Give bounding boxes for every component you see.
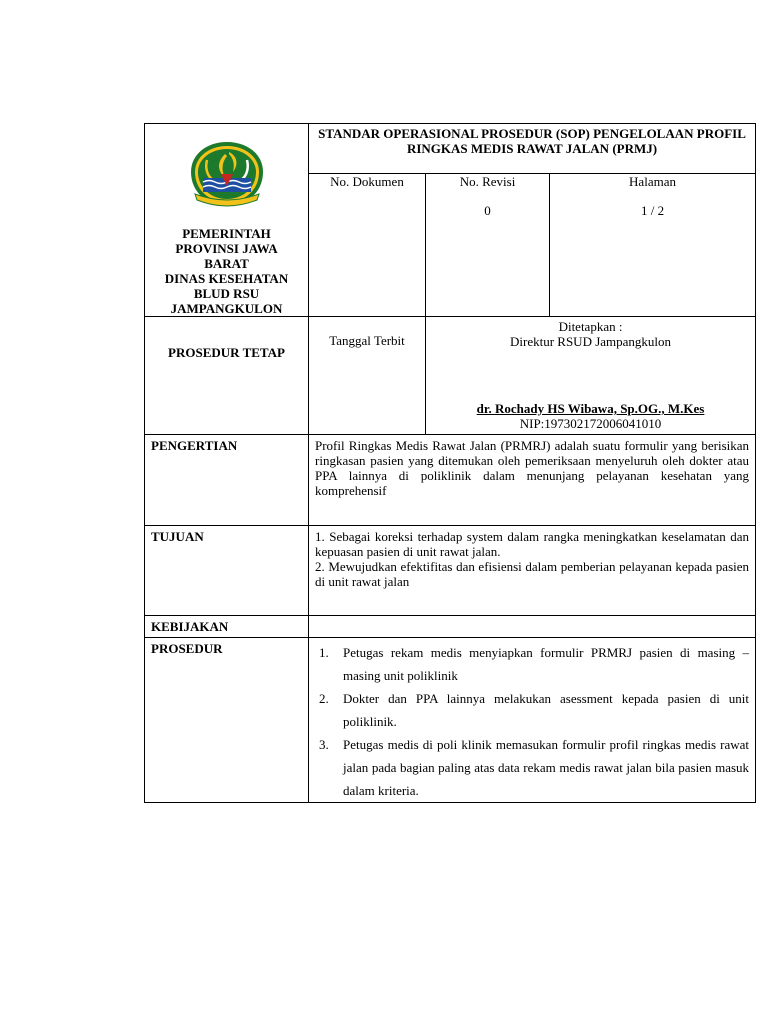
kebijakan-label: KEBIJAKAN [145, 616, 309, 638]
org-line: DINAS KESEHATAN [164, 271, 289, 286]
ditetapkan-label: Ditetapkan : [558, 319, 623, 334]
halaman-value: 1 / 2 [640, 202, 665, 218]
prosedur-steps [315, 641, 749, 802]
prosedur-step [315, 733, 749, 802]
provincial-emblem-icon [187, 140, 267, 210]
org-line: BLUD RSU [193, 286, 260, 301]
org-line: PROVINSI JAWA [175, 241, 278, 256]
org-header-cell [145, 124, 309, 317]
pengertian-label: PENGERTIAN [145, 435, 309, 526]
prosedur-label: PROSEDUR [145, 638, 309, 803]
org-line: BARAT [204, 256, 249, 271]
tujuan-label: TUJUAN [145, 526, 309, 616]
no-revisi-value: 0 [484, 202, 491, 218]
prosedur-step [315, 687, 749, 733]
prosedur-step [315, 641, 749, 687]
sop-table [144, 123, 756, 803]
step-text: Dokter dan PPA lainnya melakukan asessment kepada pasien di unit poliklinik. [343, 691, 750, 729]
no-revisi-cell [426, 173, 550, 316]
logo [145, 124, 308, 212]
tujuan-item: 2. Mewujudkan efektifitas dan efisiensi dalam pemberian pelayanan kepada pasien di unit rawat jalan [315, 559, 750, 589]
ditetapkan-cell [426, 317, 756, 435]
prosedur-tetap-label: PROSEDUR TETAP [145, 317, 309, 435]
kebijakan-text [309, 616, 756, 638]
step-text: Petugas rekam medis menyiapkan formulir PRMRJ pasien di masing – masing unit poliklinik [343, 645, 750, 683]
halaman-label: Halaman [629, 173, 676, 189]
halaman-cell [550, 173, 756, 316]
tujuan-content [309, 526, 756, 616]
org-line: PEMERINTAH [182, 226, 271, 241]
tujuan-item: 1. Sebagai koreksi terhadap system dalam rangka meningkatkan keselamatan dan kepuasan pasien di unit rawat jalan. [315, 529, 750, 559]
no-revisi-label: No. Revisi [459, 173, 516, 189]
step-number: 3. [319, 737, 329, 752]
step-number: 1. [319, 645, 329, 660]
jabatan-label: Direktur RSUD Jampangkulon [509, 334, 672, 349]
tanggal-terbit-label: Tanggal Terbit [309, 317, 426, 435]
signer-nip: NIP:197302172006041010 [519, 416, 662, 431]
signer-name: dr. Rochady HS Wibawa, Sp.OG., M.Kes [476, 401, 705, 416]
no-dokumen-label: No. Dokumen [330, 173, 404, 189]
step-text: Petugas medis di poli klinik memasukan formulir profil ringkas medis rawat jalan pada bagian paling atas data rekam medis rawat jalan bila pasien masuk dalam kriteria. [343, 737, 750, 798]
no-dokumen-cell [309, 173, 426, 316]
prosedur-content [309, 638, 756, 803]
step-number: 2. [319, 691, 329, 706]
org-line: JAMPANGKULON [170, 301, 283, 316]
document-title: STANDAR OPERASIONAL PROSEDUR (SOP) PENGELOLAAN PROFIL RINGKAS MEDIS RAWAT JALAN (PRMJ) [309, 124, 756, 174]
pengertian-text: Profil Ringkas Medis Rawat Jalan (PRMRJ) adalah suatu formulir yang berisikan ringkasan pasien yang ditemukan oleh pemeriksaan menyeluruh oleh dokter atau PPA lainnya di poliklinik dalam menunjang pelayanan kesehatan yang komprehensif [309, 435, 756, 526]
